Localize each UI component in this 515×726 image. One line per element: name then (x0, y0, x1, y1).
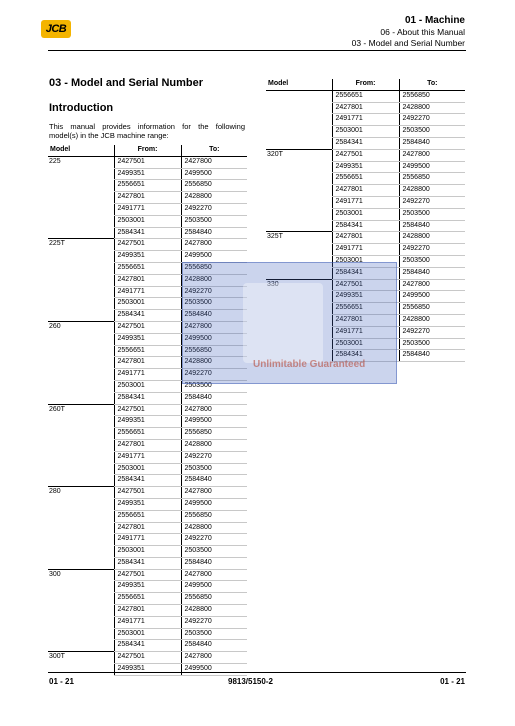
header-subtitle-1: 06 - About this Manual (380, 27, 465, 37)
serial-from-cell: 2503001 (114, 380, 181, 392)
serial-to-cell: 2499500 (181, 333, 247, 345)
serial-to-cell: 2503500 (181, 380, 247, 392)
serial-from-cell: 2491771 (114, 616, 181, 628)
serial-from-cell: 2556651 (114, 262, 181, 274)
serial-to-cell: 2499500 (399, 291, 465, 303)
serial-to-cell: 2556850 (399, 303, 465, 315)
serial-to-cell: 2556850 (181, 180, 247, 192)
serial-to-cell: 2492270 (399, 196, 465, 208)
serial-to-cell: 2427800 (399, 149, 465, 161)
header-model: Model (48, 145, 114, 156)
header-title: 01 - Machine (404, 15, 465, 26)
serial-from-cell: 2427801 (332, 185, 399, 197)
serial-from-cell: 2584341 (114, 640, 181, 652)
serial-from-cell: 2503001 (332, 255, 399, 267)
serial-to-cell: 2499500 (181, 581, 247, 593)
serial-to-cell: 2584840 (181, 227, 247, 239)
serial-to-cell: 2427800 (181, 487, 247, 499)
serial-to-cell: 2556850 (181, 510, 247, 522)
serial-table-left (48, 145, 247, 676)
serial-to-cell: 2503500 (181, 298, 247, 310)
watermark-text: Unlimitable Guaranteed (253, 359, 366, 370)
serial-from-cell: 2584341 (114, 310, 181, 322)
model-cell: 280 (48, 487, 114, 570)
serial-from-cell: 2427501 (114, 487, 181, 499)
table-row (266, 232, 465, 244)
table-row (266, 149, 465, 161)
header-subtitle-2: 03 - Model and Serial Number (351, 38, 465, 48)
serial-from-cell: 2556651 (114, 428, 181, 440)
serial-to-cell: 2503500 (399, 126, 465, 138)
serial-from-cell: 2491771 (332, 326, 399, 338)
serial-to-cell: 2584840 (181, 640, 247, 652)
serial-to-cell: 2428800 (181, 357, 247, 369)
table-row (48, 239, 247, 251)
table-row (266, 279, 465, 291)
serial-from-cell: 2427801 (114, 357, 181, 369)
jcb-logo (41, 20, 71, 38)
serial-from-cell: 2556651 (332, 90, 399, 102)
header-from: From: (114, 145, 181, 156)
serial-from-cell: 2427801 (114, 522, 181, 534)
serial-from-cell: 2491771 (114, 286, 181, 298)
serial-from-cell: 2427801 (114, 439, 181, 451)
serial-to-cell: 2428800 (399, 185, 465, 197)
model-cell: 325T (266, 232, 332, 279)
serial-from-cell: 2503001 (332, 126, 399, 138)
serial-to-cell: 2492270 (399, 326, 465, 338)
model-cell: 300T (48, 652, 114, 676)
serial-to-cell: 2556850 (181, 345, 247, 357)
page-header (352, 14, 465, 49)
serial-from-cell: 2499351 (114, 168, 181, 180)
serial-from-cell: 2499351 (114, 498, 181, 510)
serial-to-cell: 2584840 (181, 475, 247, 487)
serial-from-cell: 2427801 (332, 314, 399, 326)
serial-to-cell: 2428800 (399, 232, 465, 244)
table-row (48, 569, 247, 581)
serial-to-cell: 2492270 (181, 534, 247, 546)
header-to: To: (181, 145, 247, 156)
footer-page-right: 01 - 21 (440, 677, 465, 686)
serial-from-cell: 2427801 (114, 274, 181, 286)
model-cell: 260T (48, 404, 114, 487)
serial-to-cell: 2499500 (181, 168, 247, 180)
table-row (48, 321, 247, 333)
serial-to-cell: 2556850 (181, 428, 247, 440)
serial-from-cell: 2584341 (114, 227, 181, 239)
serial-from-cell: 2499351 (114, 251, 181, 263)
serial-table-left-body (48, 156, 247, 675)
serial-from-cell: 2491771 (114, 451, 181, 463)
serial-to-cell: 2503500 (399, 255, 465, 267)
serial-from-cell: 2556651 (114, 593, 181, 605)
serial-to-cell: 2428800 (181, 192, 247, 204)
serial-from-cell: 2427501 (332, 279, 399, 291)
header-from: From: (332, 79, 399, 90)
serial-from-cell: 2556651 (332, 303, 399, 315)
serial-from-cell: 2427501 (114, 569, 181, 581)
serial-to-cell: 2499500 (399, 161, 465, 173)
serial-to-cell: 2499500 (181, 664, 247, 676)
model-cell: 330 (266, 279, 332, 362)
table-row (48, 156, 247, 168)
model-cell (266, 90, 332, 149)
model-cell: 300 (48, 569, 114, 652)
serial-to-cell: 2427800 (181, 652, 247, 664)
serial-from-cell: 2427801 (114, 605, 181, 617)
serial-to-cell: 2492270 (181, 451, 247, 463)
table-row (48, 652, 247, 664)
serial-from-cell: 2556651 (114, 510, 181, 522)
table-header-row (48, 145, 247, 156)
serial-from-cell: 2503001 (114, 463, 181, 475)
serial-from-cell: 2503001 (114, 298, 181, 310)
serial-from-cell: 2556651 (332, 173, 399, 185)
serial-from-cell: 2584341 (114, 475, 181, 487)
serial-to-cell: 2492270 (399, 114, 465, 126)
serial-to-cell: 2492270 (181, 369, 247, 381)
serial-from-cell: 2503001 (332, 338, 399, 350)
serial-from-cell: 2427801 (332, 102, 399, 114)
serial-from-cell: 2499351 (332, 291, 399, 303)
serial-from-cell: 2499351 (114, 333, 181, 345)
serial-from-cell: 2503001 (114, 215, 181, 227)
model-cell: 260 (48, 321, 114, 404)
serial-to-cell: 2503500 (181, 215, 247, 227)
footer-doc-number: 9813/5150-2 (228, 677, 273, 686)
serial-to-cell: 2427800 (181, 569, 247, 581)
serial-from-cell: 2499351 (114, 416, 181, 428)
serial-from-cell: 2503001 (332, 208, 399, 220)
serial-to-cell: 2556850 (399, 173, 465, 185)
serial-from-cell: 2584341 (114, 392, 181, 404)
serial-to-cell: 2428800 (399, 102, 465, 114)
serial-to-cell: 2428800 (399, 314, 465, 326)
serial-from-cell: 2427501 (114, 652, 181, 664)
serial-from-cell: 2427801 (114, 192, 181, 204)
serial-to-cell: 2427800 (181, 404, 247, 416)
serial-from-cell: 2499351 (114, 664, 181, 676)
serial-to-cell: 2584840 (399, 350, 465, 362)
serial-from-cell: 2584341 (332, 267, 399, 279)
serial-to-cell: 2584840 (399, 220, 465, 232)
model-cell: 320T (266, 149, 332, 232)
serial-to-cell: 2492270 (181, 616, 247, 628)
serial-from-cell: 2556651 (114, 180, 181, 192)
intro-text: This manual provides information for the following model(s) in the JCB machine range: (49, 122, 245, 140)
serial-to-cell: 2584840 (181, 557, 247, 569)
model-cell: 225 (48, 156, 114, 239)
table-header-row (266, 79, 465, 90)
header-model: Model (266, 79, 332, 90)
serial-to-cell: 2503500 (181, 628, 247, 640)
serial-from-cell: 2491771 (114, 203, 181, 215)
serial-to-cell: 2428800 (181, 274, 247, 286)
serial-from-cell: 2584341 (332, 350, 399, 362)
serial-to-cell: 2499500 (181, 416, 247, 428)
model-cell: 225T (48, 239, 114, 322)
serial-from-cell: 2503001 (114, 546, 181, 558)
serial-to-cell: 2503500 (399, 338, 465, 350)
serial-from-cell: 2427501 (332, 149, 399, 161)
serial-from-cell: 2427801 (332, 232, 399, 244)
header-to: To: (399, 79, 465, 90)
serial-to-cell: 2503500 (399, 208, 465, 220)
jcb-logo-text: JCB (45, 23, 67, 35)
serial-table-right-body (266, 90, 465, 361)
serial-from-cell: 2499351 (114, 581, 181, 593)
serial-to-cell: 2556850 (399, 90, 465, 102)
serial-to-cell: 2428800 (181, 522, 247, 534)
serial-to-cell: 2499500 (181, 251, 247, 263)
serial-to-cell: 2584840 (399, 267, 465, 279)
serial-from-cell: 2584341 (332, 137, 399, 149)
serial-from-cell: 2491771 (332, 114, 399, 126)
serial-to-cell: 2427800 (181, 321, 247, 333)
intro-title: Introduction (49, 102, 114, 114)
table-row (48, 487, 247, 499)
table-row (266, 90, 465, 102)
serial-from-cell: 2584341 (114, 557, 181, 569)
serial-from-cell: 2556651 (114, 345, 181, 357)
footer-page-left: 01 - 21 (49, 677, 74, 686)
serial-from-cell: 2427501 (114, 156, 181, 168)
serial-to-cell: 2492270 (181, 286, 247, 298)
header-rule (48, 50, 466, 51)
serial-from-cell: 2503001 (114, 628, 181, 640)
serial-to-cell: 2427800 (181, 239, 247, 251)
table-row (48, 404, 247, 416)
serial-from-cell: 2427501 (114, 239, 181, 251)
serial-to-cell: 2499500 (181, 498, 247, 510)
serial-to-cell: 2584840 (181, 392, 247, 404)
serial-to-cell: 2492270 (181, 203, 247, 215)
footer-rule (48, 672, 466, 673)
serial-to-cell: 2427800 (181, 156, 247, 168)
serial-from-cell: 2427501 (114, 321, 181, 333)
serial-to-cell: 2427800 (399, 279, 465, 291)
serial-from-cell: 2491771 (114, 369, 181, 381)
serial-to-cell: 2428800 (181, 605, 247, 617)
serial-to-cell: 2584840 (399, 137, 465, 149)
serial-from-cell: 2427501 (114, 404, 181, 416)
section-title: 03 - Model and Serial Number (49, 77, 204, 89)
serial-to-cell: 2428800 (181, 439, 247, 451)
serial-to-cell: 2503500 (181, 546, 247, 558)
serial-to-cell: 2584840 (181, 310, 247, 322)
serial-to-cell: 2492270 (399, 244, 465, 256)
serial-to-cell: 2556850 (181, 262, 247, 274)
serial-from-cell: 2491771 (114, 534, 181, 546)
serial-from-cell: 2584341 (332, 220, 399, 232)
serial-to-cell: 2503500 (181, 463, 247, 475)
serial-from-cell: 2491771 (332, 196, 399, 208)
serial-from-cell: 2491771 (332, 244, 399, 256)
serial-from-cell: 2499351 (332, 161, 399, 173)
serial-to-cell: 2556850 (181, 593, 247, 605)
serial-table-right (266, 79, 465, 362)
